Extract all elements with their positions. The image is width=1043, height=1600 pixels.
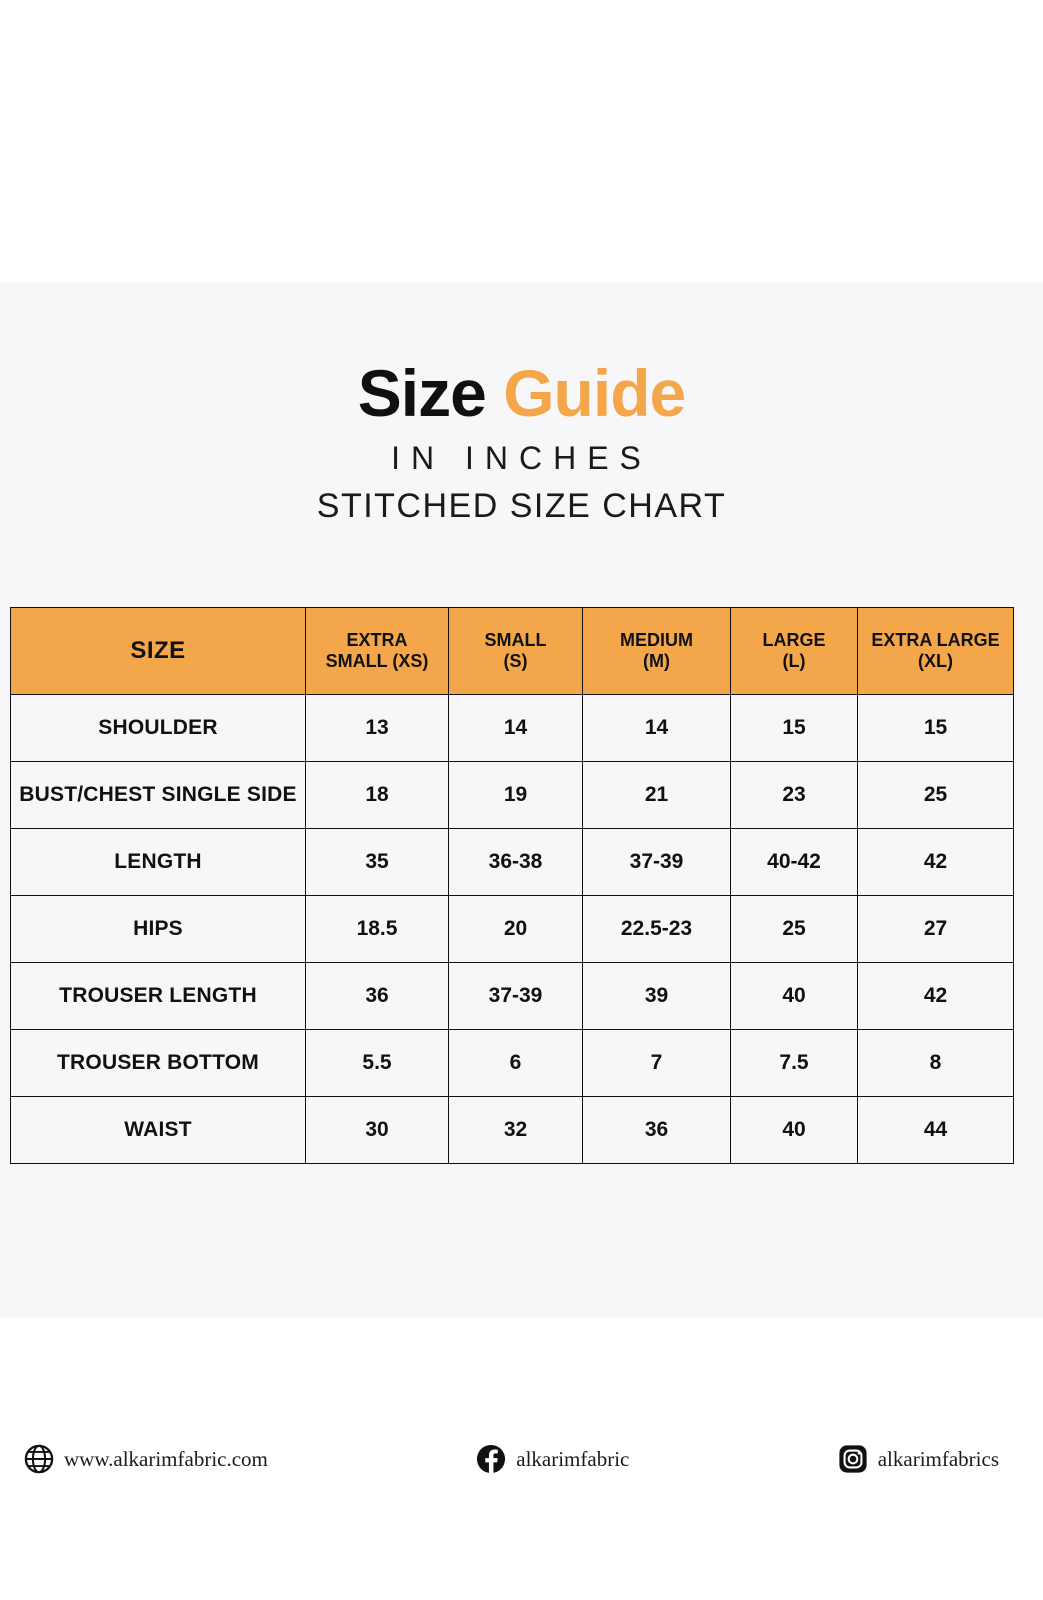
cell-shoulder-xs: 13 [306,695,449,762]
page-subtitle-secondary: STITCHED SIZE CHART [316,487,727,525]
row-label-hips: HIPS [11,896,306,963]
cell-waist-m: 36 [583,1097,731,1164]
cell-length-xs: 35 [306,829,449,896]
page-subtitle: IN INCHES [391,440,652,476]
cell-trouser-bottom-l: 7.5 [731,1030,858,1097]
cell-shoulder-s: 14 [449,695,583,762]
table-row [11,762,1014,829]
table-row [11,695,1014,762]
footer-website-label: www.alkarimfabric.com [64,1446,268,1471]
table-row [11,1097,1014,1164]
column-header-xl-line2: (XL) [918,651,953,671]
cell-bust-s: 19 [449,762,583,829]
table-row [11,963,1014,1030]
cell-hips-s: 20 [449,896,583,963]
column-header-xl [858,608,1014,695]
cell-bust-m: 21 [583,762,731,829]
cell-trouser-bottom-xl: 8 [858,1030,1014,1097]
footer-facebook[interactable] [476,1444,629,1474]
footer [10,1444,1013,1474]
cell-trouser-bottom-xs: 5.5 [306,1030,449,1097]
cell-waist-xl: 44 [858,1097,1014,1164]
column-header-l-line2: (L) [782,651,806,671]
globe-icon [24,1444,54,1474]
cell-bust-l: 23 [731,762,858,829]
column-header-xs-line2: SMALL (XS) [325,651,429,671]
cell-waist-xs: 30 [306,1097,449,1164]
row-label-bust-chest: BUST/CHEST SINGLE SIDE [11,762,306,829]
cell-shoulder-xl: 15 [858,695,1014,762]
row-label-trouser-bottom: TROUSER BOTTOM [11,1030,306,1097]
column-header-xs [306,608,449,695]
column-header-m-line2: (M) [643,651,670,671]
footer-instagram[interactable] [838,1444,999,1474]
header-block [0,282,1043,526]
table-row [11,829,1014,896]
column-header-xl-line1: EXTRA LARGE [871,629,1000,650]
column-header-s [449,608,583,695]
column-header-m-line1: MEDIUM [620,629,693,650]
column-header-s-line2: (S) [503,651,528,671]
page-title-accent: Guide [503,356,686,430]
size-chart-table [10,607,1014,1164]
cell-length-s: 36-38 [449,829,583,896]
cell-hips-xl: 27 [858,896,1014,963]
footer-instagram-label: alkarimfabrics [877,1446,999,1471]
cell-trouser-length-m: 39 [583,963,731,1030]
cell-shoulder-m: 14 [583,695,731,762]
cell-trouser-bottom-s: 6 [449,1030,583,1097]
row-label-shoulder: SHOULDER [11,695,306,762]
cell-hips-l: 25 [731,896,858,963]
instagram-icon [838,1444,868,1474]
cell-trouser-length-xl: 42 [858,963,1014,1030]
row-label-waist: WAIST [11,1097,306,1164]
table-row [11,896,1014,963]
page-title-primary: Size [357,356,486,430]
footer-facebook-label: alkarimfabric [516,1446,630,1471]
table-header-row [11,608,1014,695]
cell-length-l: 40-42 [731,829,858,896]
column-header-l [731,608,858,695]
column-header-l-line1: LARGE [762,629,826,650]
cell-waist-l: 40 [731,1097,858,1164]
facebook-icon [476,1444,506,1474]
cell-waist-s: 32 [449,1097,583,1164]
column-header-size: SIZE [11,608,306,695]
cell-shoulder-l: 15 [731,695,858,762]
cell-trouser-bottom-m: 7 [583,1030,731,1097]
cell-trouser-length-l: 40 [731,963,858,1030]
cell-length-m: 37-39 [583,829,731,896]
cell-trouser-length-s: 37-39 [449,963,583,1030]
column-header-xs-line1: EXTRA [346,629,408,650]
cell-bust-xl: 25 [858,762,1014,829]
row-label-trouser-length: TROUSER LENGTH [11,963,306,1030]
page-title [0,356,1043,430]
table-row [11,1030,1014,1097]
size-guide-card [0,282,1043,1471]
column-header-s-line1: SMALL [484,629,547,650]
cell-length-xl: 42 [858,829,1014,896]
cell-bust-xs: 18 [306,762,449,829]
table-body [11,695,1014,1164]
cell-hips-xs: 18.5 [306,896,449,963]
cell-hips-m: 22.5-23 [583,896,731,963]
cell-trouser-length-xs: 36 [306,963,449,1030]
column-header-m [583,608,731,695]
footer-website[interactable] [24,1444,268,1474]
row-label-length: LENGTH [11,829,306,896]
table-header [11,608,1014,695]
